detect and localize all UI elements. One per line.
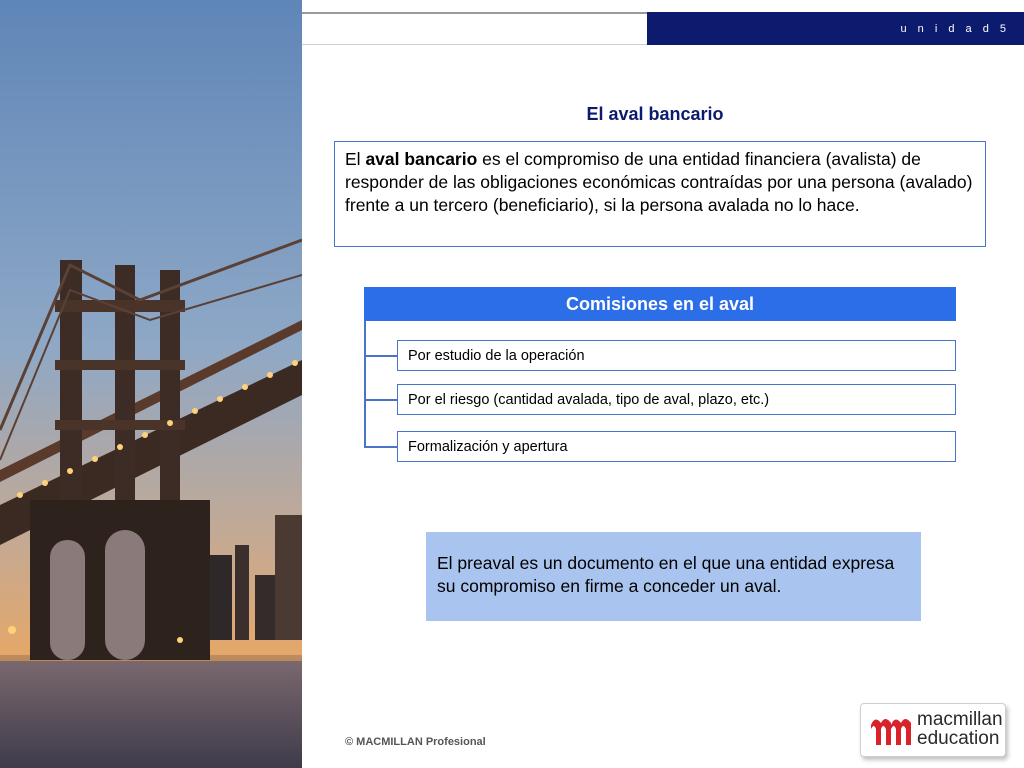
preaval-box: El preaval es un documento en el que una entidad expresa su compromiso en firme a conceder un aval.: [426, 532, 921, 621]
tree-branch: [364, 355, 397, 357]
tree-branch: [364, 446, 397, 448]
bridge-photo: [0, 0, 302, 768]
comisiones-header: Comisiones en el aval: [364, 287, 956, 321]
tree-trunk: [364, 321, 366, 447]
macmillan-logo: [860, 703, 1006, 757]
header-bar: [647, 12, 1024, 45]
tree-branch: [364, 399, 397, 401]
comision-item: Formalización y apertura: [397, 431, 956, 462]
slide-title: El aval bancario: [586, 104, 724, 124]
header-line: [302, 12, 647, 14]
definition-term: aval bancario: [365, 149, 478, 169]
comision-item: Por estudio de la operación: [397, 340, 956, 371]
comision-item: Por el riesgo (cantidad avalada, tipo de aval, plazo, etc.): [397, 384, 956, 415]
macmillan-mark-icon: [869, 713, 913, 747]
copyright: © MACMILLAN Profesional: [345, 736, 486, 748]
unit-label: u n i d a d 5: [900, 23, 1010, 35]
definition-prefix: El: [345, 149, 366, 169]
header-line-bottom: [302, 44, 647, 45]
logo-text: [917, 710, 1003, 748]
logo-line2: education: [917, 728, 1000, 749]
definition-box: [334, 141, 986, 247]
definition-text: es el compromiso de una entidad financiera (avalista) de responder de las obligaciones económicas contraídas por una persona (avalado) frente a un tercero (beneficiario), si la persona avalada no lo hace.: [345, 149, 973, 215]
logo-line1: macmillan: [917, 709, 1003, 730]
